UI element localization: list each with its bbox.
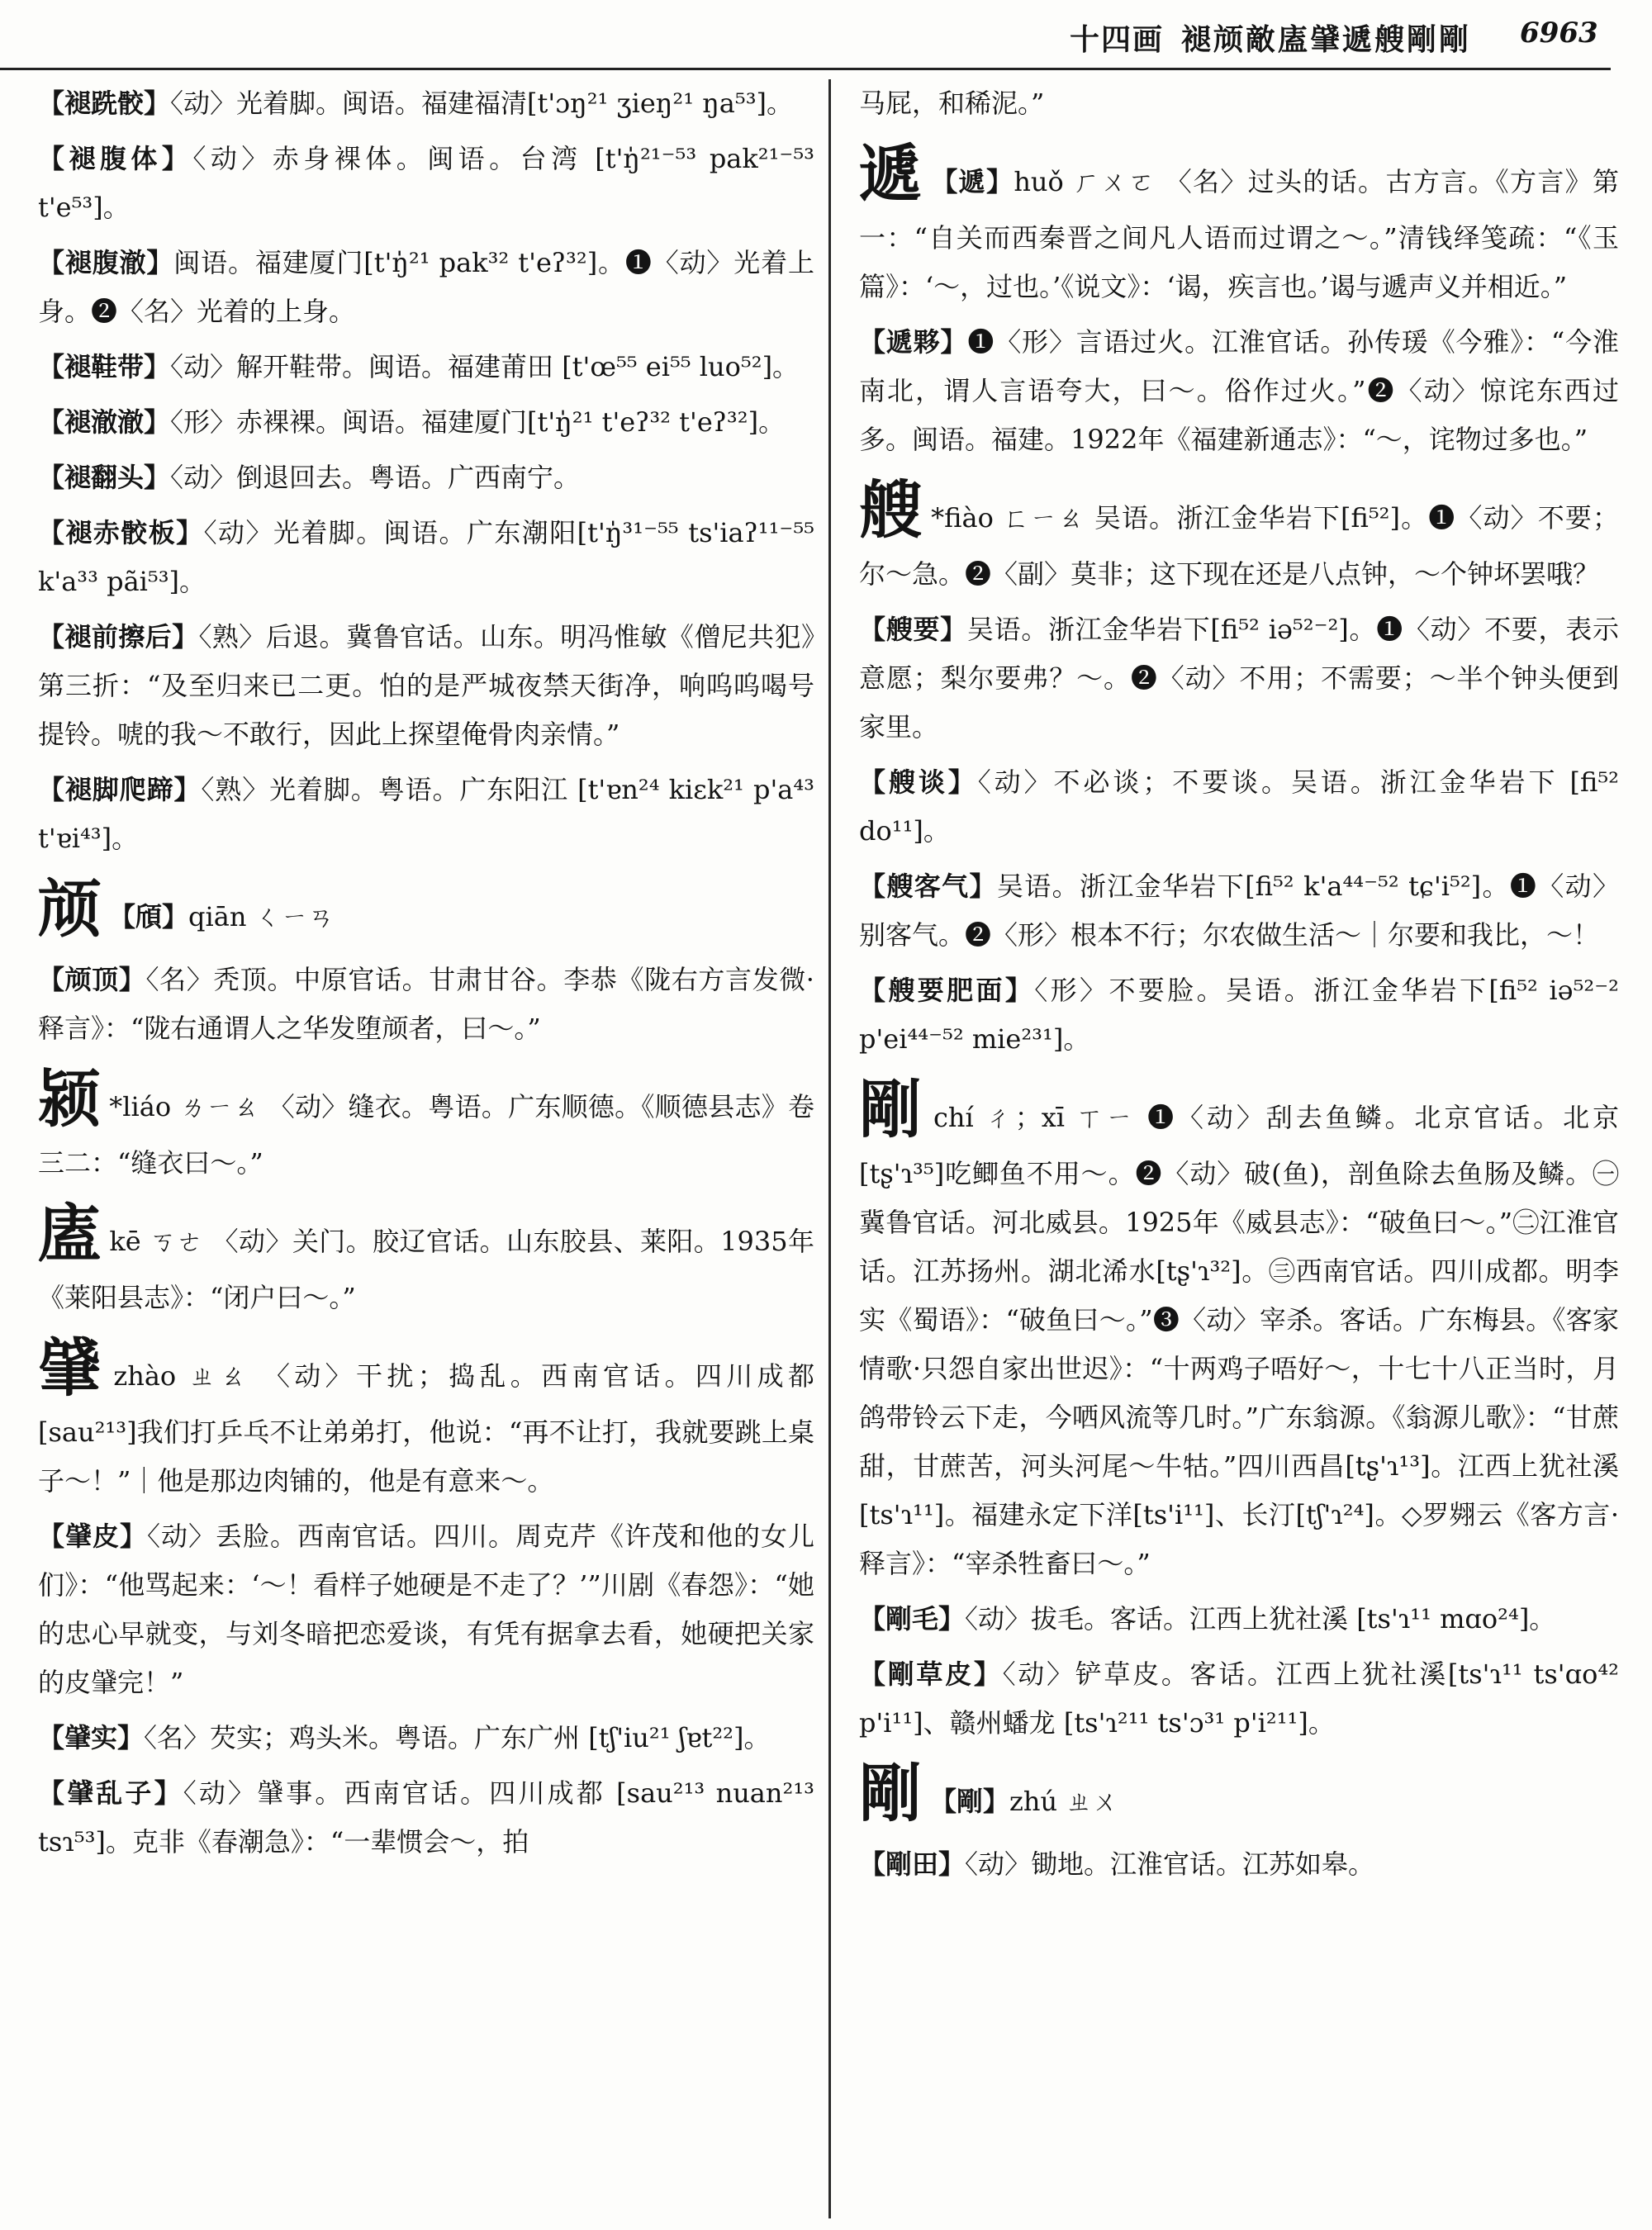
entry-headword: 【褪翻头】 bbox=[38, 462, 171, 493]
entry-definition: *liáo ㄌㄧㄠ 〈动〉缝衣。粤语。广东顺德。《顺德县志》卷三二：“缝衣曰～。” bbox=[38, 1091, 814, 1179]
entry-definition: 〈动〉光着脚。闽语。福建福清[t'ɔŋ²¹ ʒieŋ²¹ ŋa⁵³]。 bbox=[170, 88, 794, 119]
dictionary-entry bbox=[859, 1595, 1619, 1644]
entry-definition: 〈动〉赤身裸体。闽语。台湾 [t'ŋ̍²¹⁻⁵³ pak²¹⁻⁵³ t'e⁵³]。 bbox=[38, 143, 814, 223]
dictionary-entry bbox=[38, 343, 814, 391]
headword-character: 遞 bbox=[859, 137, 923, 211]
entry-headword: 【剛草皮】 bbox=[859, 1658, 1003, 1690]
entry-headword: 【剛】 bbox=[930, 1786, 1010, 1817]
entry-definition: 马屁，和稀泥。” bbox=[859, 88, 1045, 119]
dictionary-entry bbox=[859, 471, 1619, 599]
entry-headword: 【褪鞋带】 bbox=[38, 351, 171, 382]
entry-headword: 【褪脚爬蹄】 bbox=[38, 774, 202, 805]
dictionary-entry bbox=[38, 956, 814, 1053]
dictionary-entry bbox=[38, 239, 814, 336]
dictionary-entry bbox=[38, 1714, 814, 1763]
dictionary-entry bbox=[38, 79, 814, 128]
entry-headword: 【褪澈澈】 bbox=[38, 406, 171, 438]
dictionary-entry bbox=[38, 398, 814, 447]
entry-definition: 〈动〉不必谈；不要谈。吴语。浙江金华岩下 [fi⁵² do¹¹]。 bbox=[859, 766, 1619, 847]
dictionary-entry bbox=[859, 1650, 1619, 1748]
dictionary-entry bbox=[38, 1769, 814, 1867]
dictionary-entry bbox=[859, 135, 1619, 311]
dictionary-entry bbox=[859, 966, 1619, 1064]
entry-headword: 【褪腹体】 bbox=[38, 143, 193, 174]
entry-definition: 吴语。浙江金华岩下[fi⁵² iə⁵²⁻²]。❶〈动〉不要，表示意愿；梨尔要弗？～。❷〈动〉不用；不需要；～半个钟头便到家里。 bbox=[859, 614, 1619, 743]
headword-character: 艘 bbox=[859, 473, 923, 547]
entry-headword: 【肈乱子】 bbox=[38, 1777, 183, 1809]
entry-headword: 【遞夥】 bbox=[859, 326, 968, 358]
entry-definition: 〈动〉拔毛。客话。江西上犹社溪 [ts'ɿ¹¹ mɑo²⁴]。 bbox=[965, 1603, 1556, 1635]
dictionary-entry bbox=[859, 79, 1619, 128]
headword-character: 剛 bbox=[859, 1757, 922, 1830]
entry-headword: 【艘谈】 bbox=[859, 766, 978, 798]
entry-headword: 【剛毛】 bbox=[859, 1603, 966, 1635]
entry-definition: 〈形〉赤裸裸。闽语。福建厦门[t'ŋ̍²¹ t'eʔ³² t'eʔ³²]。 bbox=[170, 406, 786, 438]
dictionary-entry bbox=[38, 1512, 814, 1707]
entry-headword: 【褪腹澈】 bbox=[38, 247, 174, 278]
entry-definition: kē ㄎㄜ 〈动〉关门。胶辽官话。山东胶县、莱阳。1935年《莱阳县志》：“闭户曰～。” bbox=[38, 1226, 814, 1313]
entry-definition: 〈动〉光着脚。闽语。广东潮阳[t'ŋ̍³¹⁻⁵⁵ ts'iaʔ¹¹⁻⁵⁵ k'a³³ pãi⁵³]。 bbox=[38, 517, 814, 597]
headword-character: 颃 bbox=[38, 872, 101, 946]
headword-character: 剛 bbox=[859, 1073, 925, 1146]
headword-character: 廅 bbox=[38, 1197, 102, 1270]
section-label: 十四画 bbox=[1070, 22, 1165, 57]
headword-character: 肈 bbox=[38, 1331, 106, 1405]
entry-headword: 【肈皮】 bbox=[38, 1521, 147, 1552]
dictionary-entry bbox=[38, 870, 814, 949]
right-column bbox=[859, 79, 1619, 2218]
entry-definition: *fiào ㄈㄧㄠ 吴语。浙江金华岩下[fi⁵²]。❶〈动〉不要；尔～急。❷〈副〉莫非；这下现在还是八点钟，～个钟坏罢哦？ bbox=[859, 502, 1619, 590]
dictionary-entry bbox=[859, 318, 1619, 464]
entry-definition: chí ㄔ；xī ㄒㄧ ❶〈动〉刮去鱼鳞。北京官话。北京[tʂ'ɿ³⁵]吃鲫鱼不用～。❷〈动〉破(鱼)，剖鱼除去鱼肠及鳞。㊀冀鲁官话。河北威县。1925年《威县志》：“破鱼曰～。”㊁江淮官话。江苏扬州。湖北浠水[tʂ'ɿ³²]。㊂西南官话。四川成都。明李实《蜀语》：“破鱼曰～。”❸〈动〉宰杀。客话。广东梅县。《客家情歌·只怨自家出世迟》：“十两鸡子唔好～，十七十八正当时，月鸽带铃云下走，今哂风流等几时。”广东翁源。《翁源儿歌》：“甘蔗甜，甘蔗苦，河头河尾～牛牯。”四川西昌[tʂ'ɿ¹³]。江西上犹社溪[ts'ɿ¹¹]。福建永定下洋[ts'i¹¹]、长汀[tʃ'ɿ²⁴]。◇罗翙云《客方言·释言》：“宰杀牲畜曰～。” bbox=[859, 1102, 1619, 1579]
dictionary-entry bbox=[859, 605, 1619, 752]
entry-definition: 〈动〉解开鞋带。闽语。福建莆田 [t'œ⁵⁵ ei⁵⁵ luo⁵²]。 bbox=[170, 351, 800, 382]
dictionary-entry bbox=[859, 1070, 1619, 1588]
entry-definition: 吴语。浙江金华岩下[fi⁵² k'a⁴⁴⁻⁵² tɕ'i⁵²]。❶〈动〉别客气。❷〈形〉根本不行；尔农做生活～｜尔要和我比，～！ bbox=[859, 871, 1619, 951]
entry-definition: 〈动〉倒退回去。粤语。广西南宁。 bbox=[170, 462, 581, 493]
entry-definition: 〈形〉不要脸。吴语。浙江金华岩下[fi⁵² iə⁵²⁻² p'ei⁴⁴⁻⁵² mie²³¹]。 bbox=[859, 975, 1619, 1055]
dictionary-entry bbox=[38, 453, 814, 502]
entry-headword: 【艘要肥面】 bbox=[859, 975, 1035, 1006]
dictionary-entry bbox=[38, 135, 814, 232]
entry-definition: zhào ㄓㄠ 〈动〉干扰；捣乱。西南官话。四川成都[sau²¹³]我们打乒乓不让弟弟打，他说：“再不让打，我就要跳上桌子～！”｜他是那边肉铺的，他是有意来～。 bbox=[38, 1360, 814, 1497]
dictionary-entry bbox=[38, 613, 814, 759]
entry-definition: 闽语。福建厦门[t'ŋ̍²¹ pak³² t'eʔ³²]。❶〈动〉光着上身。❷〈名〉光着的上身。 bbox=[38, 247, 814, 327]
dictionary-entry bbox=[38, 509, 814, 606]
dictionary-entry bbox=[859, 1840, 1619, 1889]
entry-headword: 【褪跣骹】 bbox=[38, 88, 171, 119]
dictionary-entry bbox=[38, 1060, 814, 1188]
headword-character: 颍 bbox=[38, 1062, 102, 1136]
dictionary-entry bbox=[38, 1329, 814, 1506]
entry-definition: 〈动〉肈事。西南官话。四川成都 [sau²¹³ nuan²¹³ tsɿ⁵³]。克非《春潮急》：“一辈惯会～，拍 bbox=[38, 1777, 814, 1858]
header-characters: 褪颃敵廅肈遞艘剛剛 bbox=[1181, 22, 1472, 57]
entry-definition: 〈名〉芡实；鸡头米。粤语。广东广州 [tʃ'iu²¹ ʃɐt²²]。 bbox=[144, 1722, 771, 1753]
entry-headword: 【艘客气】 bbox=[859, 871, 997, 902]
page-number: 6963 bbox=[1520, 17, 1598, 50]
entry-headword: 【肈实】 bbox=[38, 1722, 145, 1753]
entry-definition: 〈动〉铲草皮。客话。江西上犹社溪[ts'ɿ¹¹ ts'ɑo⁴² p'i¹¹]、赣州蟠龙 [ts'ɿ²¹¹ ts'ɔ³¹ p'i²¹¹]。 bbox=[859, 1658, 1619, 1739]
entry-definition: 〈动〉锄地。江淮官话。江苏如皋。 bbox=[965, 1848, 1375, 1880]
dictionary-entry bbox=[859, 1754, 1619, 1834]
entry-definition: zhú ㄓㄨ bbox=[1009, 1786, 1119, 1817]
entry-headword: 【遞】 bbox=[931, 166, 1014, 197]
dictionary-entry bbox=[859, 758, 1619, 856]
column-divider bbox=[828, 79, 831, 2218]
entry-definition: 〈动〉丢脸。西南官话。四川。周克芹《许茂和他的女儿们》：“他骂起来：‘～！看样子她硬是不走了？’”川剧《春怨》：“她的忠心早就变，与刘冬暗把恋爱谈，有凭有据拿去看，她硬把关家的皮肈完！” bbox=[38, 1521, 814, 1698]
entry-headword: 【褪赤骹板】 bbox=[38, 517, 204, 548]
entry-headword: 【颃顶】 bbox=[38, 964, 146, 995]
dictionary-entry bbox=[38, 1194, 814, 1322]
entry-definition: 〈熟〉光着脚。粤语。广东阳江 [t'ɐn²⁴ kiɛk²¹ p'a⁴³ t'ɐi⁴³]。 bbox=[38, 774, 814, 854]
dictionary-entry bbox=[38, 766, 814, 863]
entry-definition: huǒ ㄏㄨㄛ 〈名〉过头的话。古方言。《方言》第一：“自关而西秦晋之间凡人语而过谓之～。”清钱绎笺疏：“《玉篇》：‘～，过也。’《说文》：‘谒，疾言也。’谒与遞声义并相近。” bbox=[859, 166, 1619, 302]
entry-headword: 【褪前擦后】 bbox=[38, 621, 199, 652]
entry-headword: 【頎】 bbox=[109, 901, 189, 932]
left-column bbox=[38, 79, 814, 2218]
entry-definition: 〈名〉秃顶。中原官话。甘肃甘谷。李恭《陇右方言发微·释言》：“陇右通谓人之华发堕颃者，曰～。” bbox=[38, 964, 814, 1044]
entry-headword: 【艘要】 bbox=[859, 614, 967, 645]
page-header bbox=[0, 0, 1611, 70]
entry-definition: qiān ㄑㄧㄢ bbox=[188, 901, 335, 932]
dictionary-entry bbox=[859, 862, 1619, 960]
entry-definition: 〈熟〉后退。冀鲁官话。山东。明冯惟敏《僧尼共犯》第三折：“及至归来已二更。怕的是严城夜禁天街净，响呜呜喝号提铃。唬的我～不敢行，因此上探望俺骨肉亲情。” bbox=[38, 621, 814, 750]
entry-headword: 【剛田】 bbox=[859, 1848, 966, 1880]
entry-definition: ❶〈形〉言语过火。江淮官话。孙传瑗《今雅》：“今淮南北，谓人言语夸大，曰～。俗作过火。”❷〈动〉惊诧东西过多。闽语。福建。1922年《福建新通志》：“～，诧物过多也。” bbox=[859, 326, 1619, 455]
